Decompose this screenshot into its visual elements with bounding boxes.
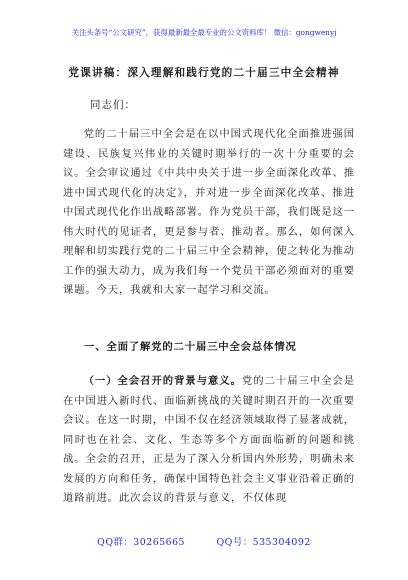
header-promo-note: 关注头条号“公文研究”，获得最新最全最专业的公文资料库！ 微信：gongwenyj: [71, 28, 337, 37]
footer-contact: [0, 534, 408, 548]
intro-paragraph: 党的二十届三中全会是在以中国式现代化全面推进强国建设、民族复兴伟业的关键时期举行的一次十分重要的会议。全会审议通过《中共中央关于进一步全面深化改革、推进中国式现代化的决定》，并对进一步全面深化改革、推进中国式现代化作出战略部署。作为党员干部，我们既是这一伟大时代的见证者，更是参与者、推动者。那么，如何深入理解和切实践行党的二十届三中全会精神，使之转化为推动工作的强大动力，成为我们每一个党员干部必须面对的重要课题。今天，我就和大家一起学习和交流。: [63, 128, 355, 296]
document-title: 党课讲稿：深入理解和践行党的二十届三中全会精神: [68, 67, 340, 79]
section-paragraph: [63, 372, 355, 509]
footer-qq-group: QQ群：30265665: [97, 537, 186, 548]
footer-qq-number: QQ号：535304092: [216, 537, 311, 548]
section-body: 党的二十届三中全会是在中国进入新时代、面临新挑战的关键时期召开的一次重要会议。在这一时期，中国不仅在经济领域取得了显著成就，同时也在社会、文化、生态等多个方面面临新的问题和挑战。全会的召开，正是为了深入分析国内外形势，明确未来发展的方向和任务，确保中国特色社会主义事业沿着正确的道路前进。此次会议的背景与意义，不仅体现: [63, 375, 355, 504]
section-subheading: （一）全会召开的背景与意义。: [83, 375, 242, 387]
section-heading: 一、全面了解党的二十届三中全会总体情况: [84, 341, 297, 353]
salutation: 同志们：: [90, 99, 136, 111]
